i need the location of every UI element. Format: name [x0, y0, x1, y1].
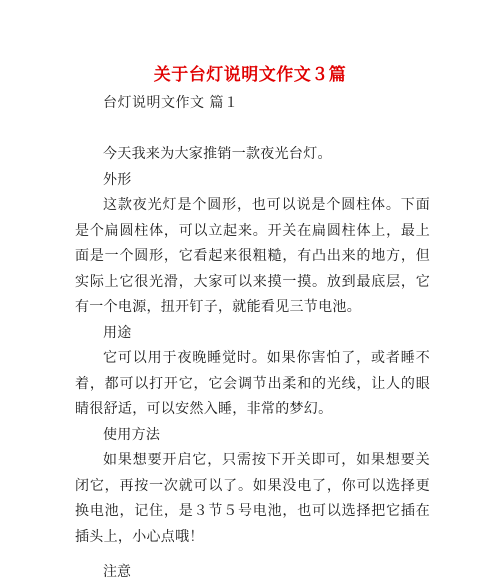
cut-off-heading-text: 注意 [103, 564, 131, 580]
section-heading-usage: 用途 [103, 324, 132, 341]
paragraph-usage: 它可以用于夜晚睡觉时。如果你害怕了，或者睡不着，都可以打开它，它会调节出柔和的光线，让人的眼睛很舒适，可以安然入睡，非常的梦幻。 [75, 350, 430, 417]
document-title: 关于台灯说明文作文３篇 [153, 65, 347, 85]
section-heading-appearance: 外形 [103, 171, 132, 188]
paragraph-instructions: 如果想要开启它，只需按下开关即可，如果想要关闭它，再按一次就可以了。如果没电了，你可以选择更换电池，记住，是３节５号电池，也可以选择把它插在插头上，小心点哦！ [75, 452, 430, 545]
section-heading-instructions: 使用方法 [103, 426, 161, 443]
cut-off-heading [103, 557, 131, 580]
paragraph-appearance: 这款夜光灯是个圆形，也可以说是个圆柱体。下面是个扁圆柱体，可以立起来。开关在扁圆柱体上，最上面是一个圆形，它看起来很粗糙，有凸出来的地方，但实际上它很光滑，大家可以来摸一摸。放到最底层，它有一个电源，扭开钉子，就能看见三节电池。 [75, 197, 430, 315]
document-body [75, 142, 430, 550]
document-subtitle: 台灯说明文作文 篇１ [103, 95, 239, 111]
paragraph-intro: 今天我来为大家推销一款夜光台灯。 [103, 146, 332, 162]
